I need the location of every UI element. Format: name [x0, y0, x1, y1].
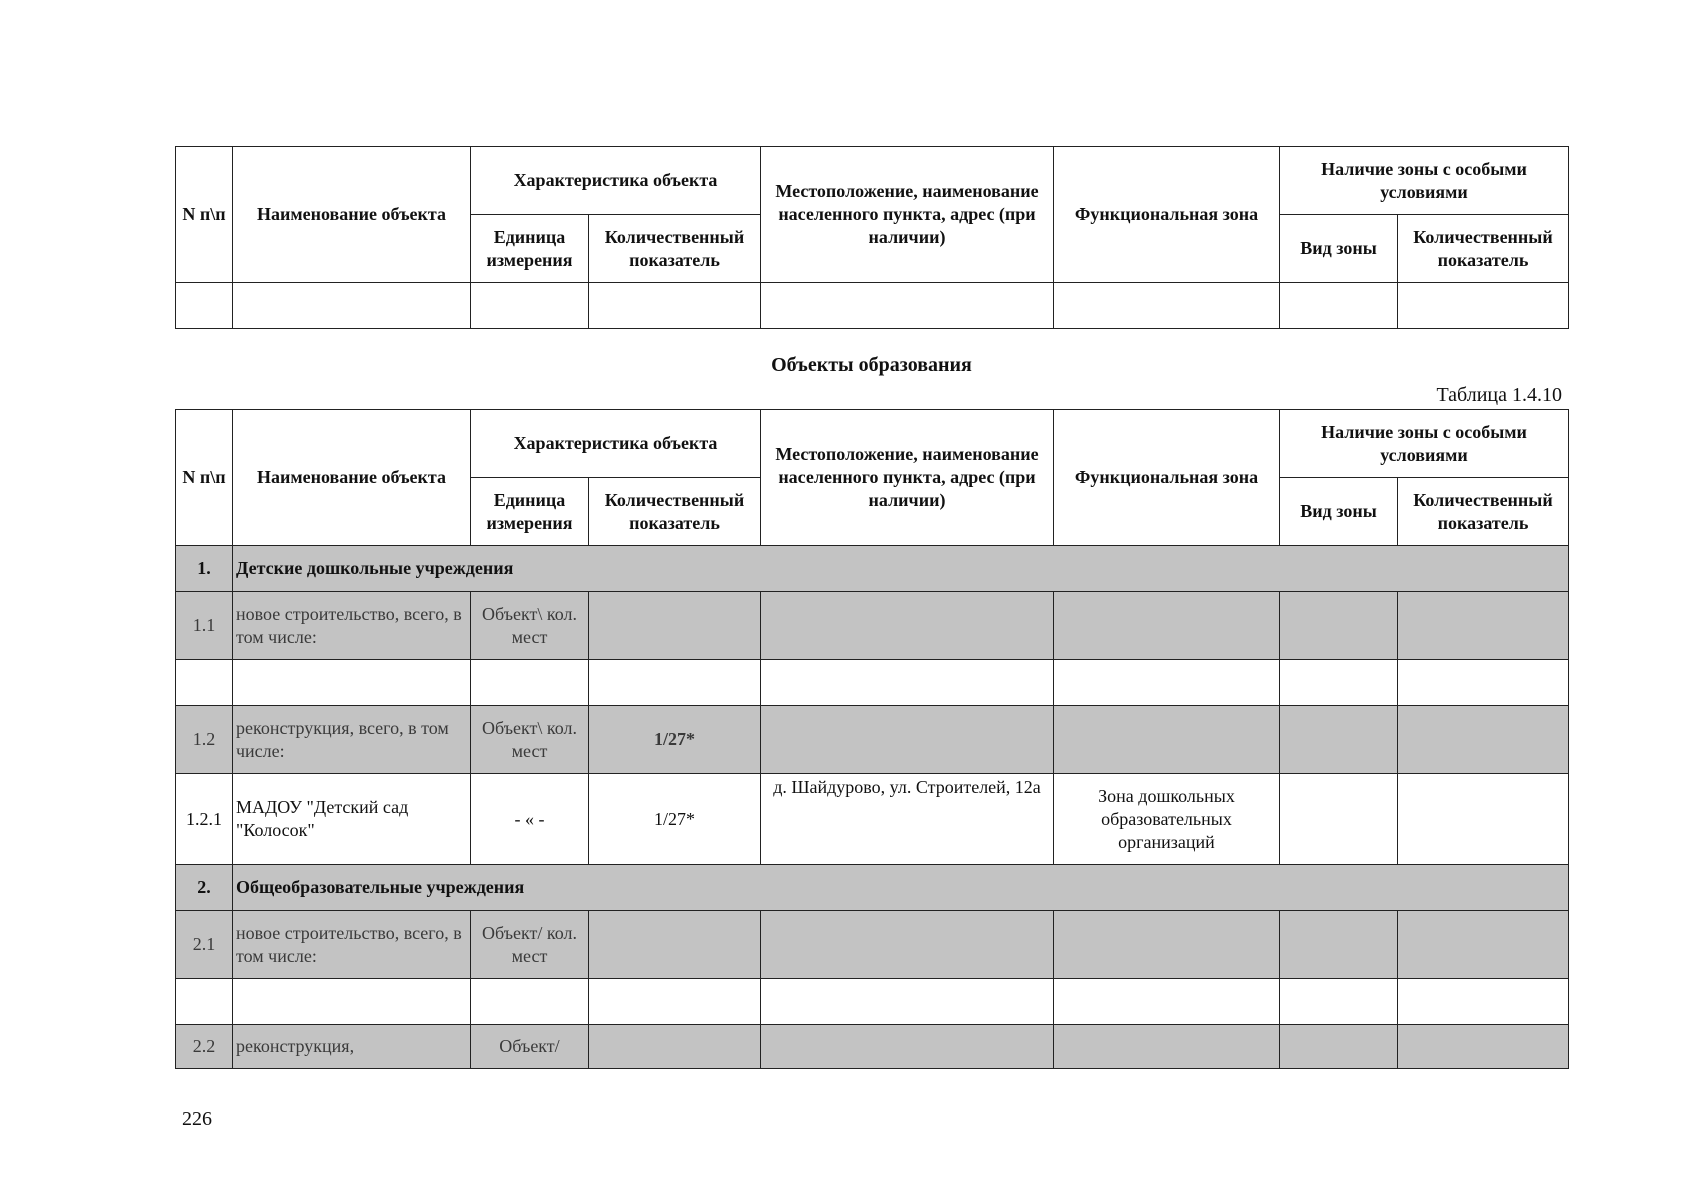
- education-objects-table: [175, 409, 1569, 1069]
- header-characteristic: Характеристика объекта: [471, 147, 761, 215]
- header-location: Местоположение, наименование населенного пункта, адрес (при наличии): [761, 147, 1054, 283]
- header-functional-zone: Функциональная зона: [1054, 410, 1280, 546]
- header-special-quantity: Количественный показатель: [1398, 215, 1569, 283]
- table-row: [176, 660, 1569, 706]
- header-quantity: Количественный показатель: [589, 478, 761, 546]
- top-table: [175, 146, 1569, 329]
- row-number: 2.2: [176, 1025, 233, 1069]
- section-title: Общеобразовательные учреждения: [233, 865, 1569, 911]
- row-number: 1.: [176, 546, 233, 592]
- table-row: [176, 283, 1569, 329]
- unit-cell: Объект\ кол. мест: [471, 706, 589, 774]
- table-label: Таблица 1.4.10: [1436, 384, 1562, 406]
- table-row: [176, 774, 1569, 865]
- object-name: реконструкция, всего, в том числе:: [233, 706, 471, 774]
- object-name: реконструкция,: [233, 1025, 471, 1069]
- object-name: МАДОУ "Детский сад "Колосок": [233, 774, 471, 865]
- header-zone-type: Вид зоны: [1280, 478, 1398, 546]
- row-number: 2.1: [176, 911, 233, 979]
- header-special-zone: Наличие зоны с особыми условиями: [1280, 410, 1569, 478]
- object-name: новое строительство, всего, в том числе:: [233, 592, 471, 660]
- header-characteristic: Характеристика объекта: [471, 410, 761, 478]
- section-row: [176, 546, 1569, 592]
- header-name: Наименование объекта: [233, 147, 471, 283]
- section-title: Детские дошкольные учреждения: [233, 546, 1569, 592]
- header-quantity: Количественный показатель: [589, 215, 761, 283]
- page-number: 226: [182, 1108, 212, 1130]
- table-row: [176, 979, 1569, 1025]
- header-special-zone: Наличие зоны с особыми условиями: [1280, 147, 1569, 215]
- unit-cell: Объект/ кол. мест: [471, 911, 589, 979]
- location-cell: д. Шайдурово, ул. Строителей, 12а: [761, 774, 1054, 865]
- row-number: 2.: [176, 865, 233, 911]
- header-num: N п\п: [176, 147, 233, 283]
- row-number: 1.2.1: [176, 774, 233, 865]
- unit-cell: - « -: [471, 774, 589, 865]
- header-location: Местоположение, наименование населенного пункта, адрес (при наличии): [761, 410, 1054, 546]
- header-unit: Единица измерения: [471, 478, 589, 546]
- header-functional-zone: Функциональная зона: [1054, 147, 1280, 283]
- header-zone-type: Вид зоны: [1280, 215, 1398, 283]
- functional-zone-cell: Зона дошкольных образовательных организаций: [1054, 774, 1280, 865]
- page-title: Объекты образования: [771, 354, 972, 376]
- header-special-quantity: Количественный показатель: [1398, 478, 1569, 546]
- header-num: N п\п: [176, 410, 233, 546]
- unit-cell: Объект/: [471, 1025, 589, 1069]
- header-name: Наименование объекта: [233, 410, 471, 546]
- row-number: 1.2: [176, 706, 233, 774]
- unit-cell: Объект\ кол. мест: [471, 592, 589, 660]
- table-row: [176, 592, 1569, 660]
- table-row: [176, 1025, 1569, 1069]
- table-row: [176, 911, 1569, 979]
- header-unit: Единица измерения: [471, 215, 589, 283]
- row-number: 1.1: [176, 592, 233, 660]
- section-row: [176, 865, 1569, 911]
- quantity-cell: 1/27*: [589, 706, 761, 774]
- object-name: новое строительство, всего, в том числе:: [233, 911, 471, 979]
- quantity-cell: 1/27*: [589, 774, 761, 865]
- table-row: [176, 706, 1569, 774]
